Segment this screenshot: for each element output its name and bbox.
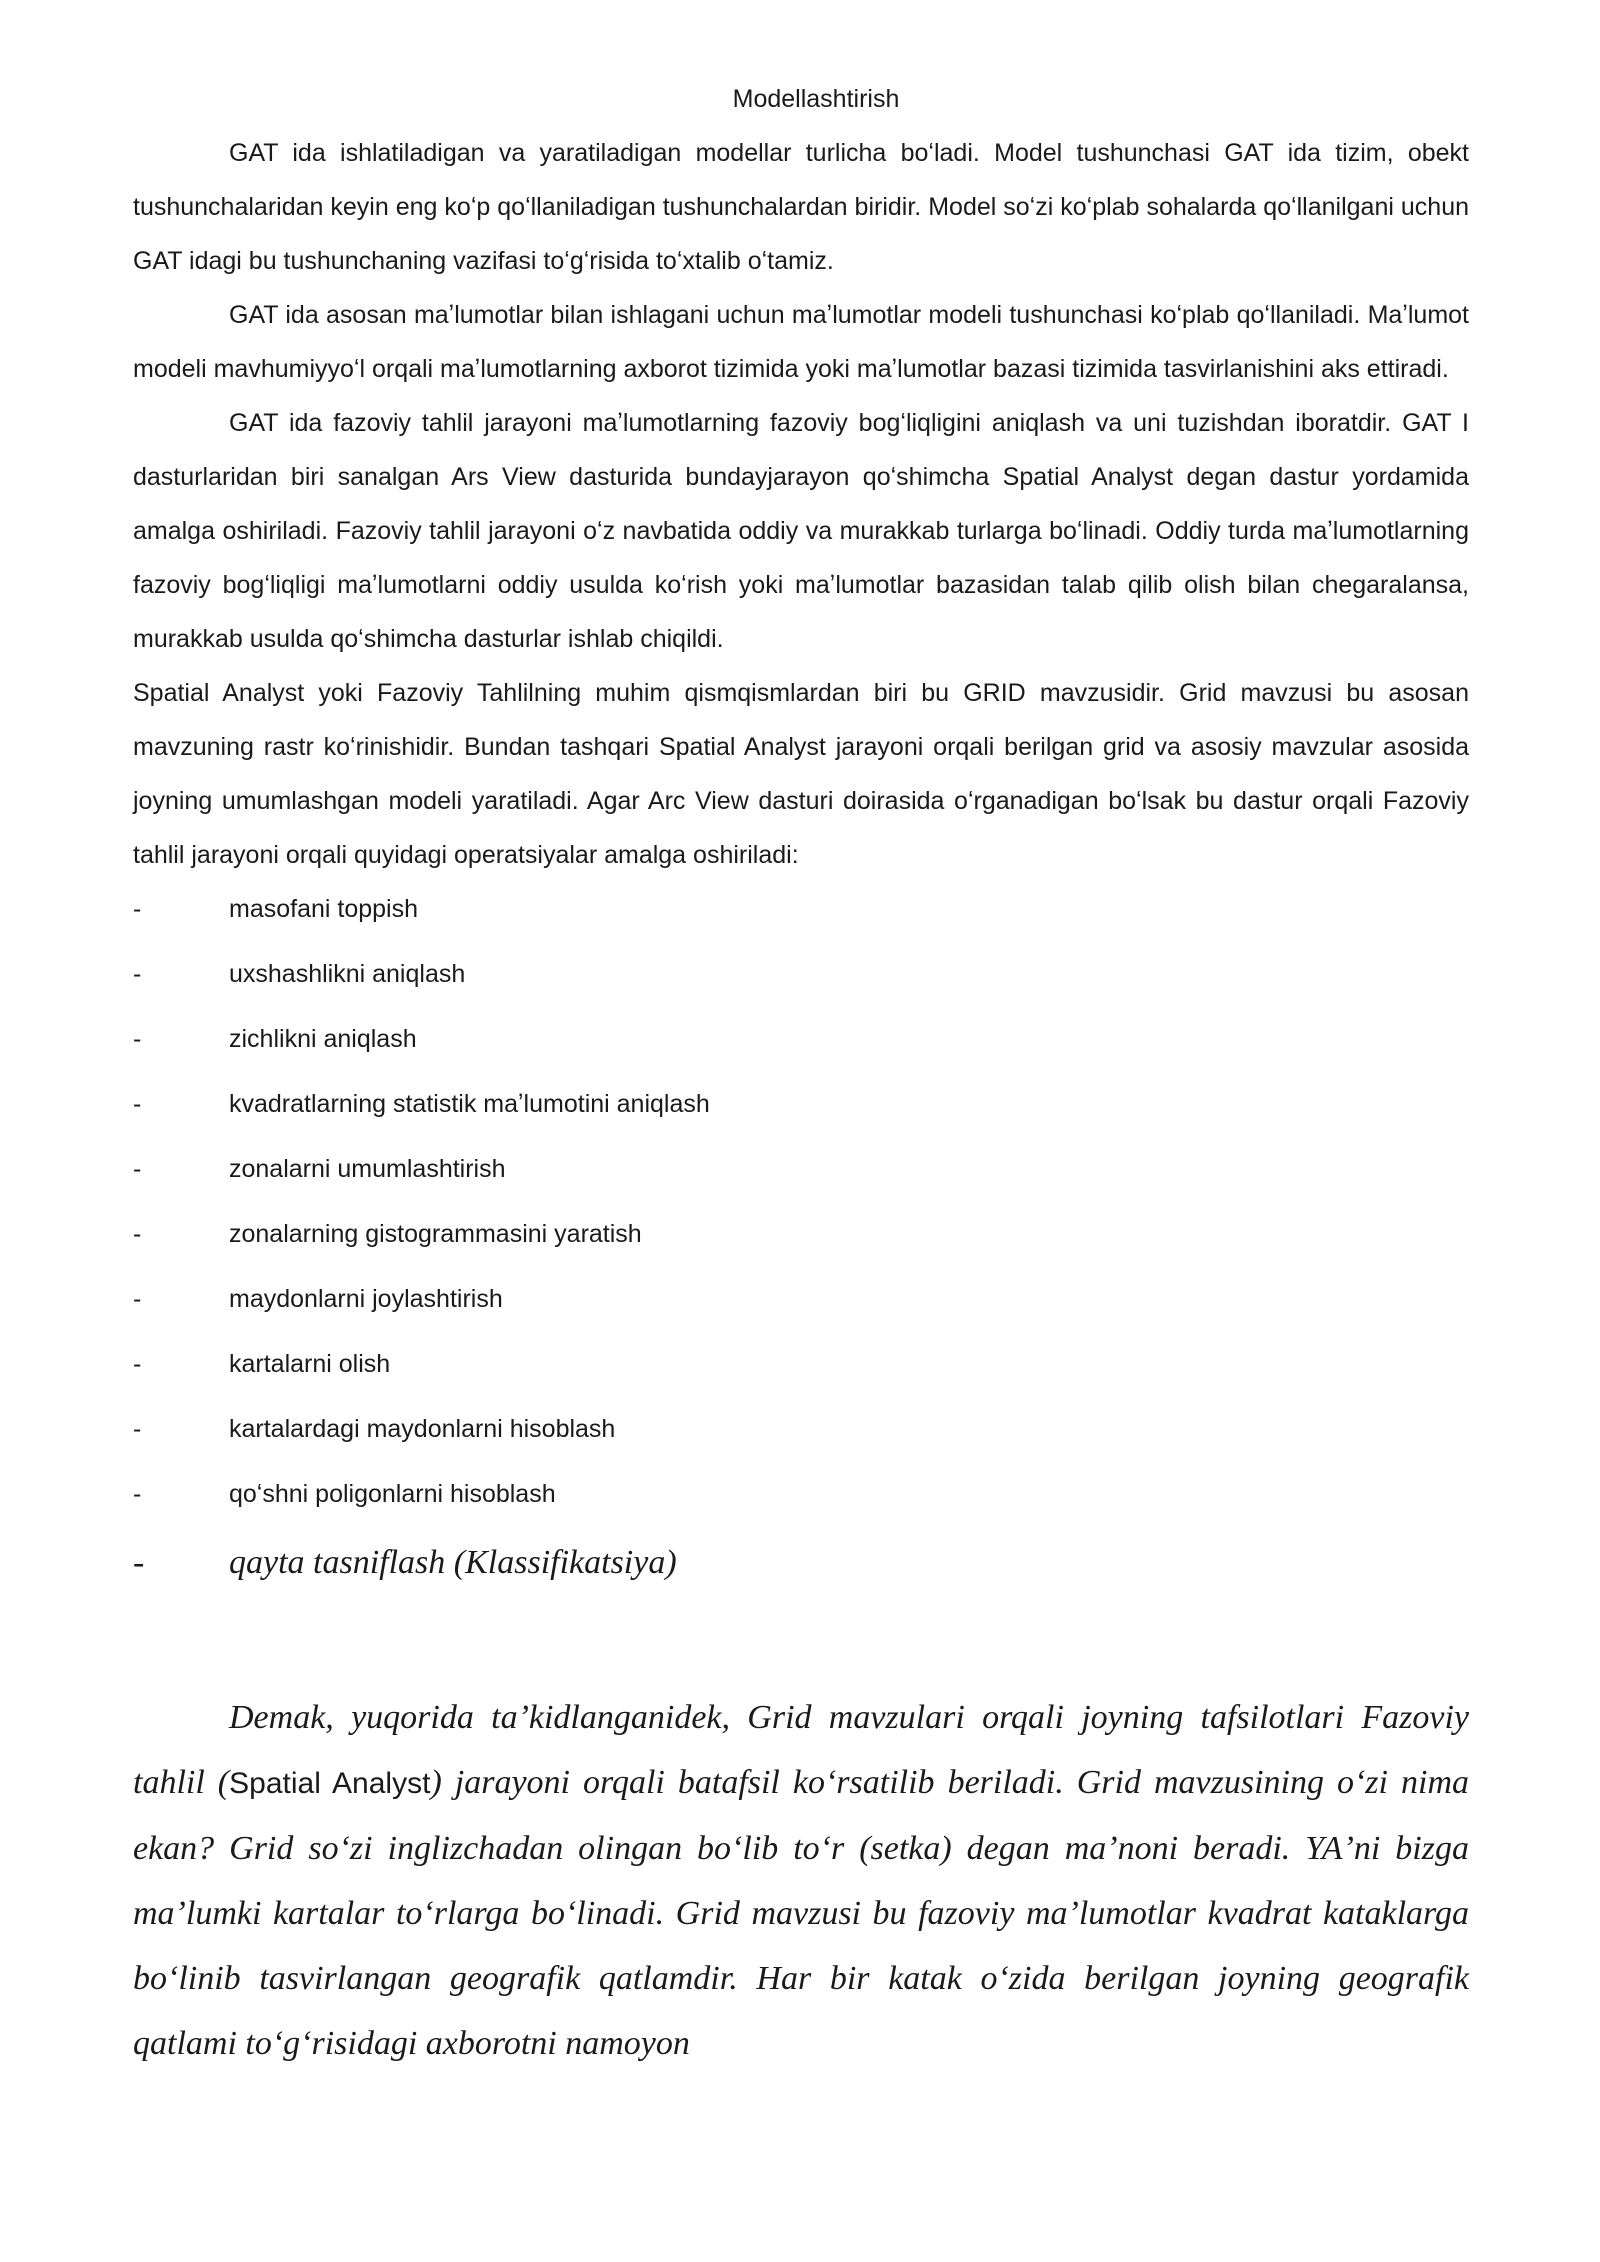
list-item bbox=[133, 1536, 1469, 1601]
closing-text-after: ) jarayoni orqali batafsil koʻrsatilib beriladi. Grid mavzusining oʻzi nima ekan? Grid soʻzi inglizchadan olingan boʻlib toʻr (setka) degan maʼnoni beradi. YAʼni bizga maʼlumki kartalar toʻrlarga boʻlinadi. Grid mavzusi bu fazoviy maʼlumotlar kvadrat kataklarga boʻlinib tasvirlangan geografik qatlamdir. Har bir katak oʻzida berilgan joyning geografik qatlami toʻgʻrisidagi axborotni namoyon bbox=[133, 1764, 1469, 2062]
list-dash: - bbox=[133, 1285, 142, 1313]
page-title: Modellashtirish bbox=[732, 85, 900, 113]
list-dash: - bbox=[133, 1220, 142, 1248]
list-item bbox=[133, 1402, 1469, 1467]
list-dash: - bbox=[133, 1544, 145, 1581]
list-item bbox=[133, 947, 1469, 1012]
list-item-text: zonalarni umumlashtirish bbox=[229, 1155, 506, 1183]
list-dash: - bbox=[133, 895, 142, 923]
list-dash: - bbox=[133, 1090, 142, 1118]
list-dash: - bbox=[133, 1350, 142, 1378]
list-dash: - bbox=[133, 960, 142, 988]
list-item-text: zichlikni aniqlash bbox=[229, 1025, 417, 1053]
list-item bbox=[133, 1012, 1469, 1077]
list-dash: - bbox=[133, 1025, 142, 1053]
document-body bbox=[133, 72, 1469, 2076]
paragraph-data-model: GAT ida asosan maʼlumotlar bilan ishlagani uchun maʼlumotlar modeli tushunchasi koʻplab qoʻllaniladi. Maʼlumot modeli mavhumiyyoʻl orqali maʼlumotlarning axborot tizimida yoki maʼlumotlar bazasi tizimida tasvirlanishini aks ettiradi. bbox=[133, 301, 1469, 383]
paragraph-spatial-analysis: GAT ida fazoviy tahlil jarayoni maʼlumotlarning fazoviy bogʻliqligini aniqlash va uni tuzishdan iboratdir. GAT I dasturlaridan biri sanalgan Ars View dasturida bundayjarayon qoʻshimcha Spatial Analyst degan dastur yordamida amalga oshiriladi. Fazoviy tahlil jarayoni oʻz navbatida oddiy va murakkab turlarga boʻlinadi. Oddiy turda maʼlumotlarning fazoviy bogʻliqligi maʼlumotlarni oddiy usulda koʻrish yoki maʼlumotlar bazasidan talab qilib olish bilan chegaralansa, murakkab usulda qoʻshimcha dasturlar ishlab chiqildi. bbox=[133, 409, 1469, 653]
operations-list bbox=[133, 882, 1469, 1601]
closing-text-before: Demak, yuqorida taʼkidlanganidek, Grid mavzulari orqali joyning tafsilotlari Fazoviy tahlil ( bbox=[133, 1699, 1469, 1801]
list-item bbox=[133, 1207, 1469, 1272]
list-item bbox=[133, 882, 1469, 947]
paragraph-grid-theme: Spatial Analyst yoki Fazoviy Tahlilning muhim qismqismlardan biri bu GRID mavzusidir. Grid mavzusi bu asosan mavzuning rastr koʻrinishidir. Bundan tashqari Spatial Analyst jarayoni orqali berilgan grid va asosiy mavzular asosida joyning umumlashgan modeli yaratiladi. Agar Arc View dasturi doirasida oʻrganadigan boʻlsak bu dastur orqali Fazoviy tahlil jarayoni orqali quyidagi operatsiyalar amalga oshiriladi: bbox=[133, 679, 1469, 869]
list-item-text: kartalarni olish bbox=[229, 1350, 391, 1378]
list-dash: - bbox=[133, 1480, 142, 1508]
list-item bbox=[133, 1337, 1469, 1402]
list-item bbox=[133, 1142, 1469, 1207]
list-item-text: qoʻshni poligonlarni hisoblash bbox=[229, 1480, 556, 1508]
list-dash: - bbox=[133, 1155, 142, 1183]
list-item-text: maydonlarni joylashtirish bbox=[229, 1285, 503, 1313]
closing-text-inline: Spatial Analyst bbox=[229, 1767, 431, 1800]
paragraph-grid-definition bbox=[133, 1685, 1469, 2076]
list-item-text: uxshashlikni aniqlash bbox=[229, 960, 466, 988]
list-item bbox=[133, 1272, 1469, 1337]
list-item bbox=[133, 1077, 1469, 1142]
list-item-text: qayta tasniflash (Klassifikatsiya) bbox=[229, 1544, 677, 1581]
list-item-text: masofani toppish bbox=[229, 895, 419, 923]
list-item-text: kartalardagi maydonlarni hisoblash bbox=[229, 1415, 616, 1443]
list-dash: - bbox=[133, 1415, 142, 1443]
list-item-text: zonalarning gistogrammasini yaratish bbox=[229, 1220, 642, 1248]
list-item bbox=[133, 1467, 1469, 1532]
list-item-text: kvadratlarning statistik maʼlumotini aniqlash bbox=[229, 1090, 710, 1118]
paragraph-models: GAT ida ishlatiladigan va yaratiladigan modellar turlicha boʻladi. Model tushunchasi GAT ida tizim, obekt tushunchalaridan keyin eng koʻp qoʻllaniladigan tushunchalardan biridir. Model soʻzi koʻplab sohalarda qoʻllanilgani uchun GAT idagi bu tushunchaning vazifasi toʻgʻrisida toʻxtalib oʻtamiz. bbox=[133, 139, 1469, 275]
